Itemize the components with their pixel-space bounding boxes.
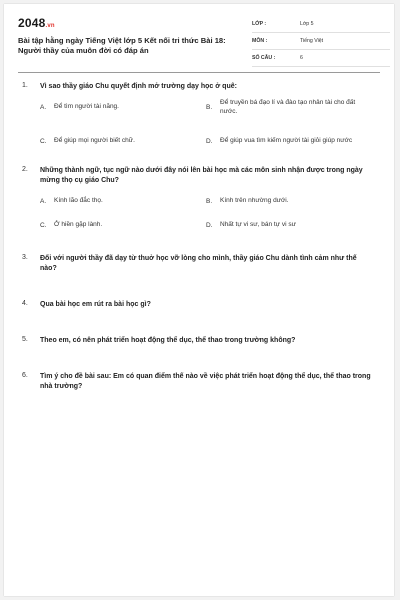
option-letter: D. bbox=[206, 137, 213, 145]
info-label: LỚP : bbox=[252, 21, 267, 27]
option-letter: B. bbox=[206, 197, 213, 205]
logo-domain-text: .vn bbox=[45, 23, 55, 29]
option-d[interactable] bbox=[206, 214, 372, 236]
question-text: Theo em, có nên phát triển hoạt động thể dục, thể thao trong trường không? bbox=[40, 337, 296, 344]
option-c[interactable] bbox=[40, 130, 206, 152]
question-5 bbox=[22, 336, 372, 346]
question-1 bbox=[22, 82, 372, 152]
info-row-class bbox=[252, 18, 390, 33]
question-4 bbox=[22, 300, 372, 310]
question-3 bbox=[22, 254, 372, 274]
option-letter: C. bbox=[40, 221, 47, 229]
option-text: Để giúp vua tìm kiếm người tài giỏi giúp nước bbox=[220, 137, 353, 145]
option-text: Để giúp mọi người biết chữ. bbox=[54, 137, 135, 145]
option-letter: C. bbox=[40, 137, 47, 145]
question-text: Tìm ý cho đề bài sau: Em có quan điểm thế nào về việc phát triển hoạt động thể dục, thể thao trong nhà trường? bbox=[40, 373, 371, 390]
question-number: 6. bbox=[22, 372, 28, 379]
option-list bbox=[40, 190, 372, 236]
question-number: 2. bbox=[22, 166, 28, 173]
option-text: Ở hiền gặp lành. bbox=[54, 221, 103, 229]
option-text: Nhất tự vi sư, bán tự vi sư bbox=[220, 221, 296, 229]
question-2 bbox=[22, 166, 372, 236]
question-text: Qua bài học em rút ra bài học gì? bbox=[40, 301, 151, 308]
question-text: Đối với người thầy đã dạy từ thuở học vỡ lòng cho mình, thầy giáo Chu dành tình cảm như thế nào? bbox=[40, 255, 357, 272]
option-list bbox=[40, 96, 372, 152]
option-text: Kính lão đắc thọ. bbox=[54, 197, 103, 205]
info-value: Lớp 5 bbox=[300, 21, 314, 27]
option-text: Để truyền bá đạo lí và đào tạo nhân tài cho đất nước. bbox=[220, 98, 356, 115]
option-b[interactable] bbox=[206, 190, 372, 212]
info-row-subject bbox=[252, 35, 390, 50]
option-text: Kính trên nhường dưới. bbox=[220, 197, 289, 205]
header-divider bbox=[18, 72, 380, 73]
worksheet-header bbox=[18, 16, 388, 68]
question-number: 5. bbox=[22, 336, 28, 343]
info-value: Tiếng Việt bbox=[300, 38, 324, 44]
option-letter: D. bbox=[206, 221, 213, 229]
question-text: Vì sao thầy giáo Chu quyết định mở trường dạy học ở quê: bbox=[40, 83, 237, 90]
document-title: Bài tập hằng ngày Tiếng Việt lớp 5 Kết nối tri thức Bài 18: Người thầy của muôn đời có đáp án bbox=[18, 36, 226, 55]
option-text: Để tìm người tài năng. bbox=[54, 103, 119, 111]
site-logo[interactable] bbox=[18, 16, 55, 30]
option-c[interactable] bbox=[40, 214, 206, 236]
question-6 bbox=[22, 372, 372, 392]
worksheet-page bbox=[4, 4, 394, 596]
info-block bbox=[252, 18, 390, 69]
info-label: MÔN : bbox=[252, 38, 268, 44]
option-a[interactable] bbox=[40, 96, 206, 118]
option-b[interactable] bbox=[206, 96, 372, 118]
option-d[interactable] bbox=[206, 130, 372, 152]
info-row-question-count bbox=[252, 52, 390, 67]
logo-main-text: 2048 bbox=[18, 16, 46, 30]
question-number: 1. bbox=[22, 82, 28, 89]
info-label: SỐ CÂU : bbox=[252, 55, 276, 61]
option-letter: A. bbox=[40, 197, 47, 205]
info-value: 6 bbox=[300, 55, 303, 61]
option-letter: B. bbox=[206, 103, 213, 111]
question-list bbox=[4, 82, 394, 392]
question-number: 4. bbox=[22, 300, 28, 307]
option-letter: A. bbox=[40, 103, 47, 111]
question-text: Những thành ngữ, tục ngữ nào dưới đây nói lên bài học mà các môn sinh nhận được trong ngày mừng thọ cụ giáo Chu? bbox=[40, 167, 363, 184]
option-a[interactable] bbox=[40, 190, 206, 212]
question-number: 3. bbox=[22, 254, 28, 261]
